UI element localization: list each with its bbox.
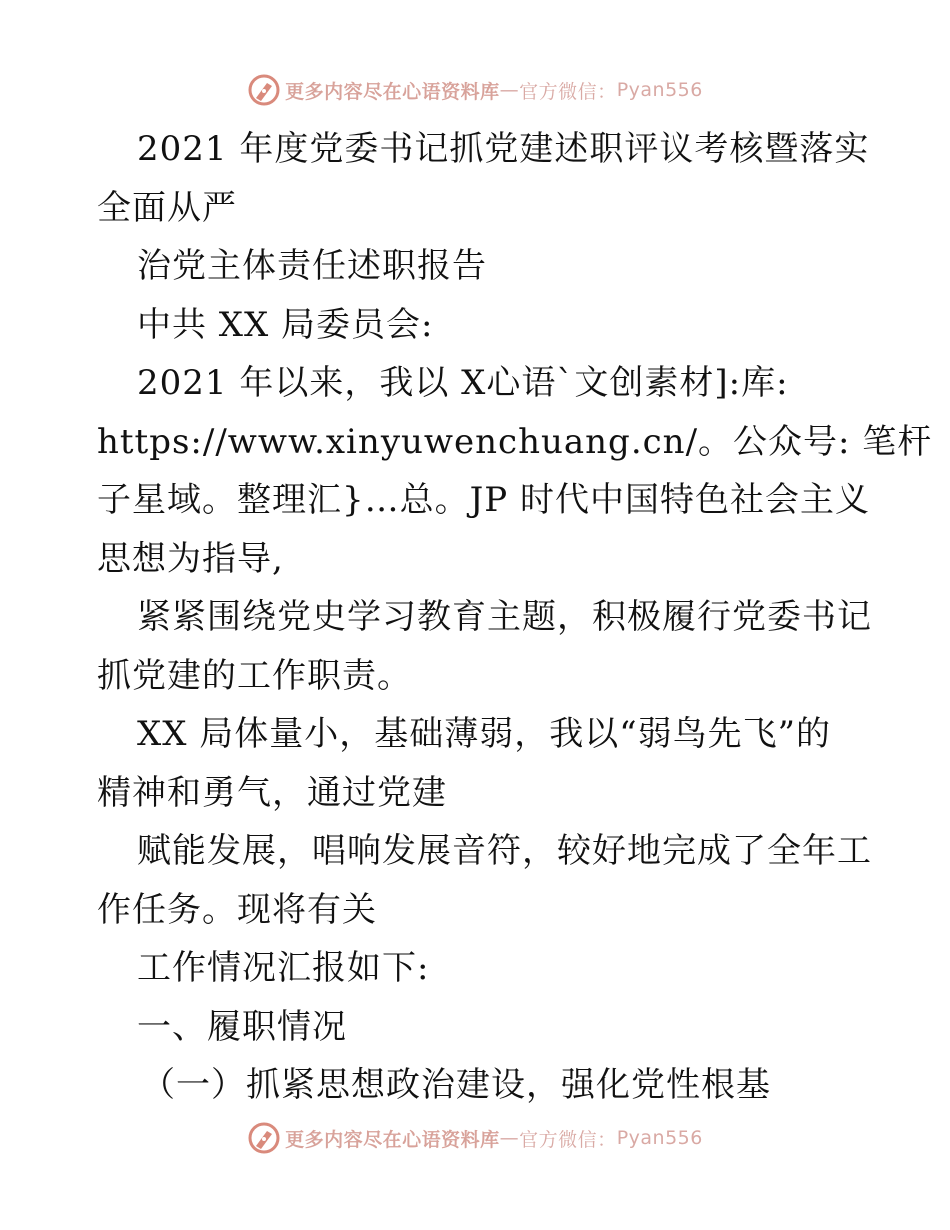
watermark-lead-text: 更多内容尽在心语资料库 xyxy=(285,1128,500,1151)
section-heading: 一、履职情况 xyxy=(137,1006,347,1047)
title-line-3: 治党主体责任述职报告 xyxy=(137,246,487,286)
addressee-line: 中共 XX 局委员会: xyxy=(137,304,434,345)
watermark-banner-bottom xyxy=(0,1118,950,1158)
document-body xyxy=(97,120,933,1115)
watermark-sig-text: 官方微信： xyxy=(519,1128,617,1151)
watermark-dash: — xyxy=(499,79,520,101)
body-line: 2021 年以来，我以 X心语`文创素材]:库: xyxy=(137,363,789,403)
title-line-2: 全面从严 xyxy=(97,187,237,228)
watermark-banner-top xyxy=(0,70,950,110)
body-line: 子星域。整理汇}…总。JP 时代中国特色社会主义 xyxy=(97,480,870,520)
subsection-heading: （一）抓紧思想政治建设，强化党性根基 xyxy=(141,1065,771,1105)
body-line: 精神和勇气，通过党建 xyxy=(97,772,447,813)
body-line: 紧紧围绕党史学习教育主题，积极履行党委书记 xyxy=(137,597,872,637)
body-line: 思想为指导, xyxy=(97,538,284,579)
body-line: XX 局体量小，基础薄弱，我以“弱鸟先飞”的 xyxy=(137,714,831,754)
watermark-lead-text: 更多内容尽在心语资料库 xyxy=(285,80,500,103)
watermark-sig-text: 官方微信： xyxy=(519,80,617,103)
watermark-id-text: Pyan556 xyxy=(616,79,703,101)
watermark-id-text: Pyan556 xyxy=(616,1127,703,1149)
title-line-1: 2021 年度党委书记抓党建述职评议考核暨落实 xyxy=(137,129,870,169)
pen-nib-circle-icon xyxy=(247,73,281,107)
body-line: 抓党建的工作职责。 xyxy=(97,655,412,696)
pen-nib-circle-icon xyxy=(247,1121,281,1155)
body-line: 工作情况汇报如下: xyxy=(137,948,430,988)
body-line: 作任务。现将有关 xyxy=(97,889,377,930)
watermark-dash: — xyxy=(499,1127,520,1149)
body-line: https://www.xinyuwenchuang.cn/。公众号: 笔杆 xyxy=(97,421,933,462)
body-line: 赋能发展，唱响发展音符，较好地完成了全年工 xyxy=(137,831,872,871)
